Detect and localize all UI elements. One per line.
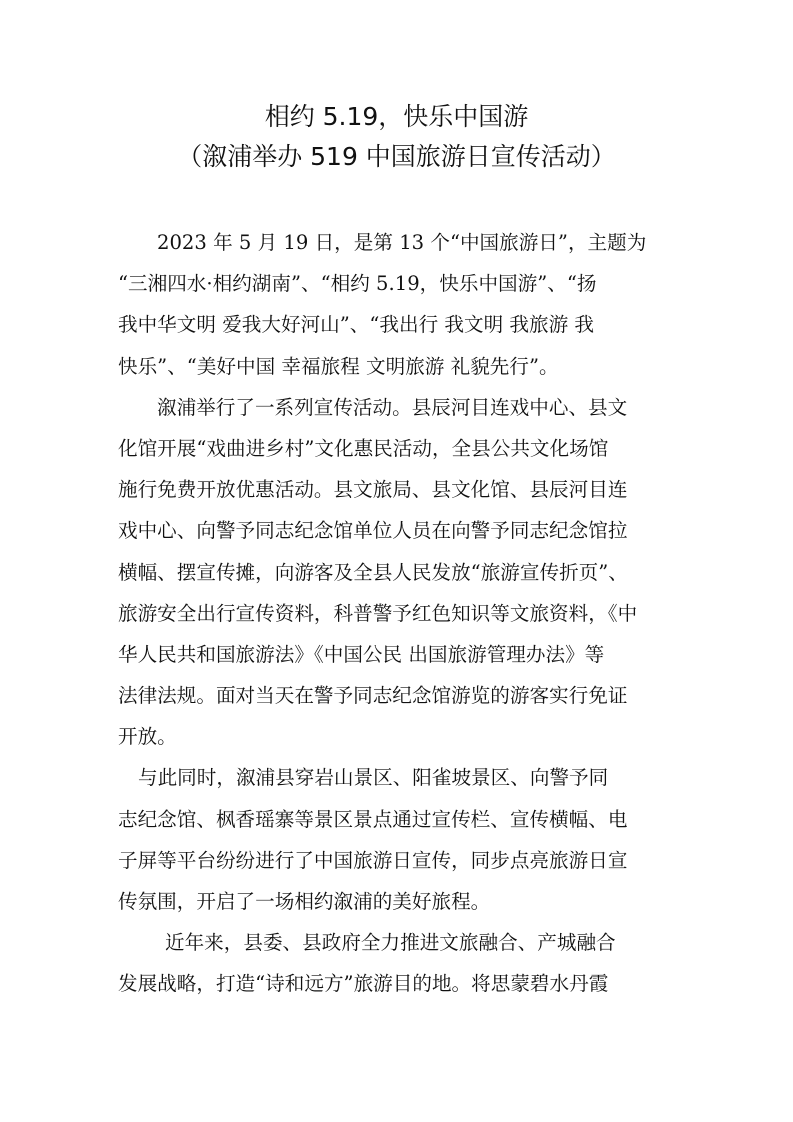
text-line: 快乐”、“美好中国 幸福旅程 文明旅游 礼貌先行”。 — [118, 354, 559, 378]
text-line: 近年来，县委、县政府全力推进文旅融合、产城融合 — [165, 931, 616, 955]
text-line: 与此同时，溆浦县穿岩山景区、阳雀坡景区、向警予同 — [138, 766, 609, 790]
text-line: 溆浦举行了一系列宣传活动。县辰河目连戏中心、县文 — [157, 395, 628, 419]
text-line: 2023 年 5 月 19 日，是第 13 个“中国旅游日”，主题为 — [157, 231, 647, 254]
document-subtitle: （溆浦举办 519 中国旅游日宣传活动） — [177, 142, 616, 171]
text-line: 化馆开展“戏曲进乡村”文化惠民活动，全县公共文化场馆 — [118, 436, 609, 460]
text-line: 发展战略，打造“诗和远方”旅游目的地。将思蒙碧水丹霞 — [118, 972, 609, 996]
text-line: 横幅、摆宣传摊，向游客及全县人民发放“旅游宣传折页”、 — [118, 560, 628, 584]
text-line: 子屏等平台纷纷进行了中国旅游日宣传，同步点亮旅游日宣 — [118, 848, 628, 872]
text-line: 我中华文明 爱我大好河山”、“我出行 我文明 我旅游 我 — [118, 313, 595, 337]
text-line: 华人民共和国旅游法》《中国公民 出国旅游管理办法》等 — [118, 642, 605, 666]
paragraph-strategy — [118, 922, 678, 1004]
document-body — [118, 222, 678, 1005]
paragraph-scenic-spots — [118, 757, 678, 922]
text-line: 旅游安全出行宣传资料，科普警予红色知识等文旅资料，《中 — [118, 601, 638, 625]
text-line: 开放。 — [118, 725, 177, 749]
text-line: 传氛围，开启了一场相约溆浦的美好旅程。 — [118, 890, 491, 913]
text-line: 志纪念馆、枫香瑶寨等景区景点通过宣传栏、宣传横幅、电 — [118, 807, 628, 831]
text-line: 施行免费开放优惠活动。县文旅局、县文化馆、县辰河目连 — [118, 478, 628, 502]
paragraph-theme — [118, 222, 678, 387]
text-line: 戏中心、向警予同志纪念馆单位人员在向警予同志纪念馆拉 — [118, 519, 628, 543]
document-title: 相约 5.19，快乐中国游 — [264, 102, 529, 131]
text-line: “三湘四水·相约湖南”、“相约 5.19，快乐中国游”、“扬 — [118, 272, 597, 296]
text-line: 法律法规。面对当天在警予同志纪念馆游览的游客实行免证 — [118, 684, 628, 708]
paragraph-activities — [118, 387, 678, 758]
